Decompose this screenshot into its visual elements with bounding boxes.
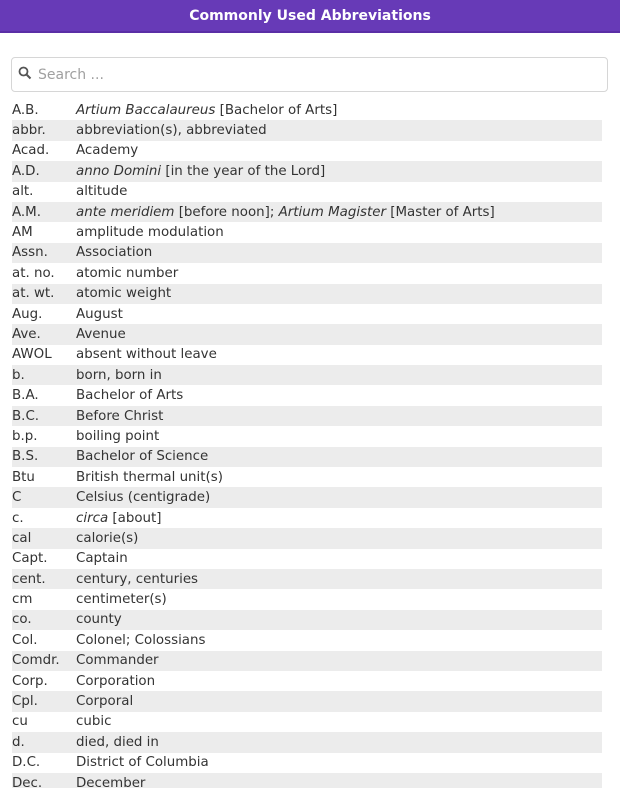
- list-item: [12, 712, 602, 732]
- definition-text: Bachelor of Science: [76, 449, 209, 465]
- list-item: [12, 528, 602, 548]
- definition: [76, 368, 162, 383]
- list-item: [12, 120, 602, 140]
- definition-italic: circa: [76, 510, 109, 526]
- list-item: [12, 487, 602, 507]
- definition-text: Corporal: [76, 694, 134, 710]
- list-item: [12, 284, 602, 304]
- definition-text: August: [76, 306, 123, 322]
- list-item: [12, 732, 602, 752]
- abbreviation: d.: [12, 734, 25, 750]
- definition: [76, 184, 127, 199]
- definition: [76, 143, 138, 158]
- list-item: [12, 304, 602, 324]
- definition-text: [Master of Arts]: [386, 204, 495, 220]
- definition: [76, 755, 209, 770]
- definition-text: centimeter(s): [76, 592, 167, 608]
- definition: [76, 286, 171, 301]
- definition: [76, 470, 223, 485]
- definition: [76, 123, 267, 138]
- list-item: [12, 263, 602, 283]
- abbreviation: A.D.: [12, 163, 40, 179]
- list-item: [12, 447, 602, 467]
- definition: [76, 429, 159, 444]
- definition: [76, 164, 325, 179]
- list-item: [12, 467, 602, 487]
- abbreviation: at. wt.: [12, 286, 55, 302]
- definition: [76, 245, 152, 260]
- abbreviation: cal: [12, 530, 32, 546]
- list-item: [12, 610, 602, 630]
- page-title: Commonly Used Abbreviations: [189, 7, 431, 24]
- list-item: [12, 324, 602, 344]
- abbreviation: cu: [12, 714, 28, 730]
- abbreviation: C: [12, 490, 22, 506]
- definition: [76, 266, 178, 281]
- definition: [76, 490, 210, 505]
- definition-text: atomic number: [76, 265, 179, 281]
- definition: [76, 449, 208, 464]
- definition: [76, 714, 111, 729]
- definition-text: boiling point: [76, 428, 160, 444]
- abbreviation: AM: [12, 225, 33, 241]
- abbreviation: Acad.: [12, 143, 50, 159]
- abbreviation: AWOL: [12, 347, 52, 363]
- abbreviation: Col.: [12, 632, 38, 648]
- definition-text: calorie(s): [76, 530, 139, 546]
- abbreviation: Corp.: [12, 673, 48, 689]
- abbreviation: B.C.: [12, 408, 40, 424]
- definition: [76, 225, 224, 240]
- definition-italic: Artium Magister: [278, 204, 387, 220]
- definition-text: [before noon];: [174, 204, 279, 220]
- abbreviation: Btu: [12, 469, 35, 485]
- list-item: [12, 630, 602, 650]
- definition-text: century, centuries: [76, 571, 199, 587]
- list-item: [12, 691, 602, 711]
- search-icon: [18, 65, 32, 84]
- abbreviation: A.B.: [12, 102, 39, 118]
- abbreviation: b.p.: [12, 428, 38, 444]
- definition: [76, 776, 145, 788]
- list-item: [12, 426, 602, 446]
- abbreviation: Dec.: [12, 775, 43, 788]
- list-item: [12, 385, 602, 405]
- abbreviation: Comdr.: [12, 653, 60, 669]
- definition-text: Bachelor of Arts: [76, 388, 184, 404]
- list-item: [12, 202, 602, 222]
- definition-text: Avenue: [76, 326, 126, 342]
- definition: [76, 653, 159, 668]
- definition-italic: ante meridiem: [76, 204, 175, 220]
- list-item: [12, 773, 602, 788]
- abbreviation: B.S.: [12, 449, 39, 465]
- list-item: [12, 182, 602, 202]
- abbreviation: co.: [12, 612, 32, 628]
- definition-text: [Bachelor of Arts]: [215, 102, 338, 118]
- definition-text: amplitude modulation: [76, 225, 224, 241]
- list-item: [12, 569, 602, 589]
- definition: [76, 592, 167, 607]
- definition-text: Corporation: [76, 673, 156, 689]
- definition-italic: anno Domini: [76, 163, 162, 179]
- list-item: [12, 589, 602, 609]
- definition-text: British thermal unit(s): [76, 469, 223, 485]
- abbreviation: cm: [12, 592, 33, 608]
- definition-text: [about]: [108, 510, 162, 526]
- definition-text: Commander: [76, 653, 159, 669]
- definition: [76, 735, 159, 750]
- list-item: [12, 345, 602, 365]
- list-item: [12, 508, 602, 528]
- definition: [76, 103, 337, 118]
- abbreviation: cent.: [12, 571, 46, 587]
- list-item: [12, 161, 602, 181]
- list-item: [12, 753, 602, 773]
- definition-text: county: [76, 612, 122, 628]
- search-input[interactable]: [38, 67, 607, 83]
- definition: [76, 633, 205, 648]
- definition: [76, 612, 122, 627]
- definition-text: Academy: [76, 143, 139, 159]
- app-header: [0, 0, 620, 33]
- abbreviation: Aug.: [12, 306, 43, 322]
- abbreviation: B.A.: [12, 388, 39, 404]
- abbreviation: Cpl.: [12, 694, 38, 710]
- definition: [76, 674, 155, 689]
- abbreviation: Capt.: [12, 551, 48, 567]
- list-item: [12, 671, 602, 691]
- definition-text: District of Columbia: [76, 755, 209, 771]
- definition-text: atomic weight: [76, 286, 172, 302]
- definition: [76, 205, 495, 220]
- list-item: [12, 365, 602, 385]
- definition-text: abbreviation(s), abbreviated: [76, 123, 267, 139]
- definition: [76, 511, 162, 526]
- list-item: [12, 141, 602, 161]
- definition-text: Colonel; Colossians: [76, 632, 206, 648]
- list-item: [12, 651, 602, 671]
- abbreviation: abbr.: [12, 123, 46, 139]
- abbreviation-list[interactable]: [12, 100, 602, 788]
- definition-text: Association: [76, 245, 153, 261]
- definition-text: Captain: [76, 551, 128, 567]
- definition-text: born, born in: [76, 367, 162, 383]
- list-item: [12, 243, 602, 263]
- definition: [76, 388, 183, 403]
- definition-text: absent without leave: [76, 347, 217, 363]
- definition-text: Before Christ: [76, 408, 164, 424]
- definition: [76, 531, 138, 546]
- definition: [76, 694, 133, 709]
- list-item: [12, 549, 602, 569]
- search-box[interactable]: [11, 57, 608, 92]
- definition-text: Celsius (centigrade): [76, 490, 211, 506]
- definition: [76, 551, 128, 566]
- definition: [76, 347, 217, 362]
- abbreviation: D.C.: [12, 755, 41, 771]
- definition-text: [in the year of the Lord]: [161, 163, 326, 179]
- abbreviation: Ave.: [12, 326, 41, 342]
- list-item: [12, 406, 602, 426]
- abbreviation: alt.: [12, 184, 34, 200]
- definition-text: died, died in: [76, 734, 159, 750]
- abbreviation: at. no.: [12, 265, 55, 281]
- definition-italic: Artium Baccalaureus: [76, 102, 216, 118]
- definition-text: December: [76, 775, 146, 788]
- definition: [76, 572, 198, 587]
- abbreviation: Assn.: [12, 245, 48, 261]
- definition: [76, 327, 126, 342]
- definition: [76, 409, 163, 424]
- list-item: [12, 222, 602, 242]
- definition: [76, 307, 123, 322]
- definition-text: altitude: [76, 184, 128, 200]
- abbreviation: b.: [12, 367, 25, 383]
- definition-text: cubic: [76, 714, 112, 730]
- abbreviation: c.: [12, 510, 24, 526]
- list-item: [12, 100, 602, 120]
- abbreviation: A.M.: [12, 204, 41, 220]
